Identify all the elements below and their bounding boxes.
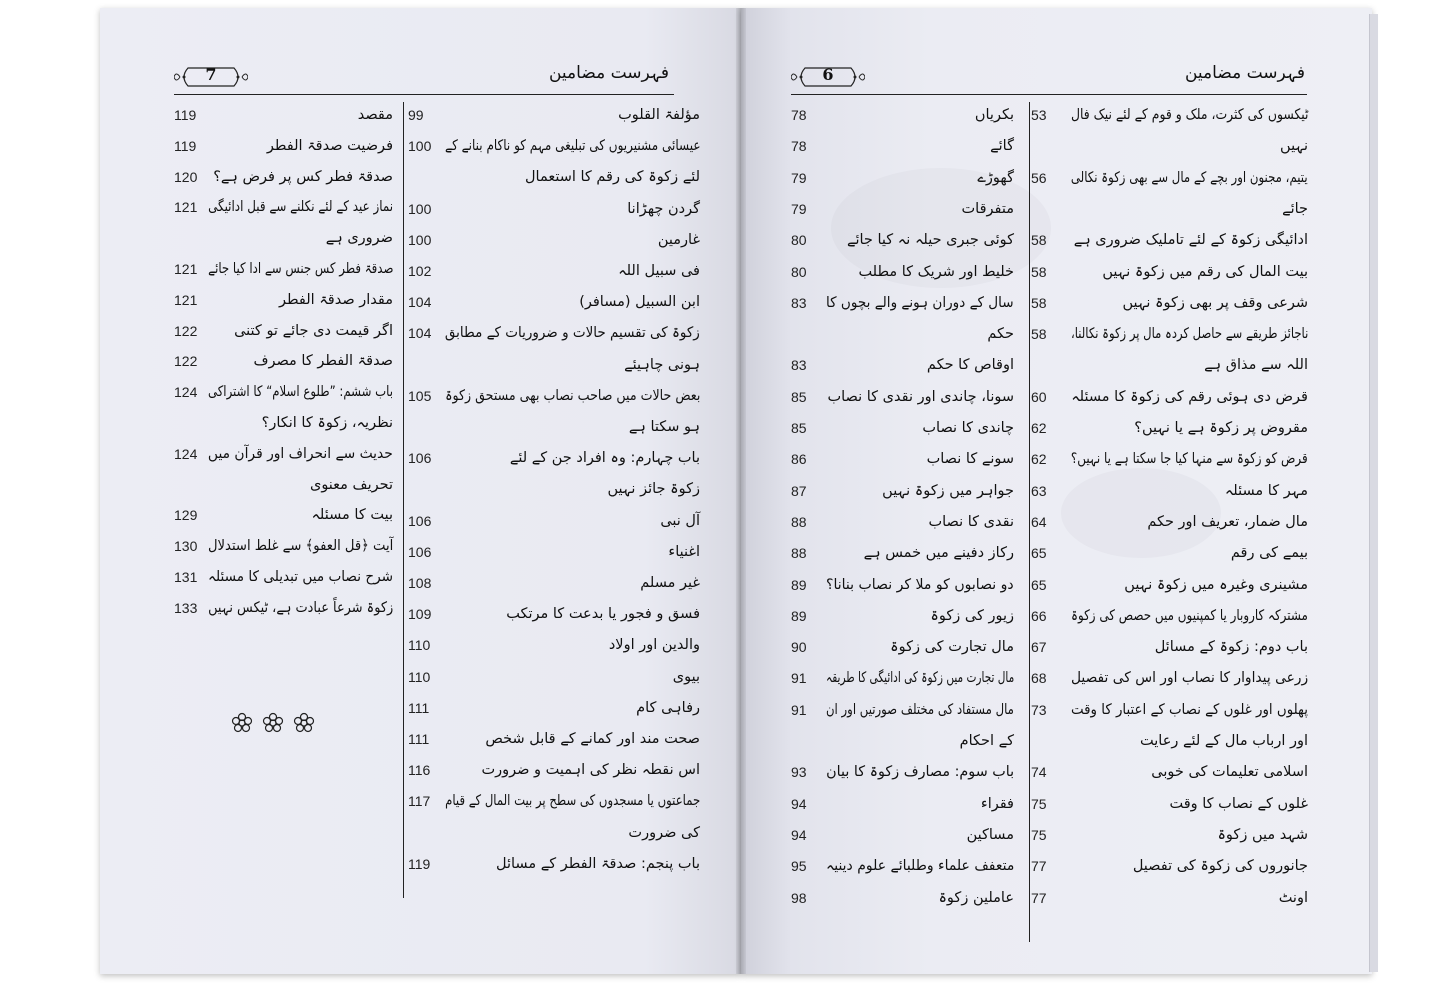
toc-entry [1071, 415, 1308, 445]
toc-page-number: 94 [791, 826, 807, 843]
toc-entry [208, 472, 393, 502]
toc-entry [826, 478, 1014, 508]
toc-page-number: 110 [408, 668, 431, 685]
toc-entry [826, 791, 1014, 821]
toc-entry-title: متعفف علماء وطلبائے علوم دینیہ [825, 858, 1014, 875]
toc-entry-title: باب چہارم: وہ افراد جن کے لئے [509, 450, 700, 467]
toc-entry-title: تحریف معنوی [309, 476, 393, 493]
toc-entry [826, 759, 1014, 789]
toc-entry [1071, 384, 1308, 414]
toc-entry-title: سونا، چاندی اور نقدی کا نصاب [827, 388, 1014, 405]
toc-entry-title: مؤلفۃ القلوب [618, 107, 700, 123]
toc-page-number: 130 [174, 538, 198, 555]
toc-entry-title: مال تجارت میں زکوۃ کی ادائیگی کا طریقہ [825, 670, 1014, 687]
toc-entry-title: کے احکام [959, 733, 1014, 749]
toc-page-number: 98 [791, 889, 807, 906]
toc-page-number: 74 [1031, 764, 1047, 781]
toc-page-number: 119 [408, 855, 431, 872]
page-number-ornament [791, 64, 865, 90]
toc-entry [445, 383, 700, 413]
toc-page-number: 66 [1031, 607, 1047, 624]
toc-entry [826, 822, 1014, 852]
toc-entry [208, 256, 393, 286]
toc-entry [1071, 133, 1308, 163]
toc-entry-title: صحت مند اور کمانے کے قابل شخص [485, 731, 700, 747]
toc-page-number: 53 [1031, 107, 1047, 123]
toc-page-number: 93 [791, 764, 807, 781]
toc-page-number: 122 [174, 322, 198, 339]
page-number: 6 [822, 65, 834, 84]
toc-entry [208, 379, 393, 409]
toc-page-number: 110 [408, 637, 431, 654]
toc-page-number: 91 [791, 670, 807, 687]
toc-entry-title: مقروض پر زکوۃ ہے یا نہیں؟ [1134, 420, 1308, 436]
toc-entry-title: جماعتوں یا مسجدوں کی سطح پر بیت المال کے قیام [445, 793, 700, 810]
toc-entry-title: زرعی پیداوار کا نصاب اور اس کی تفصیل [1070, 670, 1308, 687]
toc-page-number: 62 [1031, 451, 1047, 468]
toc-entry [826, 321, 1014, 351]
toc-entry [208, 348, 393, 378]
toc-entry-title: شہد میں زکوۃ [1217, 826, 1308, 843]
toc-entry-title: عاملین زکوۃ [938, 889, 1014, 906]
toc-page-number: 79 [791, 169, 807, 186]
toc-entry [208, 410, 393, 440]
toc-entry [208, 225, 393, 255]
toc-page-number: 79 [791, 200, 807, 217]
toc-page-number: 83 [791, 357, 807, 374]
page-number-ornament [174, 64, 248, 90]
toc-entry [208, 164, 393, 194]
page-title: فہرست مضامین [548, 63, 669, 83]
toc-page-number: 89 [791, 576, 807, 593]
toc-entry-title: غارمین [657, 231, 700, 248]
toc-entry-title: مال ضمار، تعریف اور حکم [1147, 513, 1308, 530]
toc-entry [445, 196, 700, 226]
toc-page-number: 100 [408, 231, 432, 248]
toc-entry [208, 133, 393, 163]
toc-entry [1071, 822, 1308, 852]
toc-page-number: 58 [1031, 326, 1047, 343]
toc-entry-title: باب ششم: ”طلوع اسلام“ کا اشتراکی [207, 384, 393, 401]
toc-entry-title: زکوۃ شرعاً عبادت ہے، ٹیکس نہیں [207, 599, 393, 616]
toc-page-number: 85 [791, 388, 807, 405]
toc-entry [208, 595, 393, 625]
toc-entry-title: بیمے کی رقم [1230, 545, 1308, 562]
toc-entry [1071, 634, 1308, 664]
toc-entry-title: بیوی [672, 668, 700, 685]
toc-entry [826, 572, 1014, 602]
column-divider [1029, 102, 1030, 942]
toc-page-number: 63 [1031, 482, 1047, 499]
toc-entry [1071, 603, 1308, 633]
toc-entry [445, 695, 700, 725]
toc-entry [445, 320, 700, 350]
toc-entry [445, 133, 700, 163]
toc-entry [208, 441, 393, 471]
toc-entry [826, 384, 1014, 414]
toc-entry [445, 820, 700, 850]
toc-entry [826, 290, 1014, 320]
toc-entry [1071, 227, 1308, 257]
toc-page-number: 58 [1031, 294, 1047, 311]
toc-entry-title: آل نبی [660, 512, 700, 529]
toc-page-number: 104 [408, 294, 432, 311]
left-page [100, 8, 741, 974]
toc-entry-title: مقصد [357, 107, 393, 123]
toc-entry [1071, 728, 1308, 758]
toc-page-number: 77 [1031, 858, 1047, 875]
toc-entry [826, 853, 1014, 883]
toc-entry-title: جواہر میں زکوۃ نہیں [882, 482, 1014, 499]
toc-page-number: 117 [408, 793, 431, 810]
toc-page-number: 77 [1031, 889, 1047, 906]
toc-entry-title: پھلوں اور غلوں کے نصاب کے اعتبار کا وقت [1071, 701, 1308, 718]
toc-page-number: 100 [408, 138, 432, 155]
toc-entry-title: صدقۃ الفطر کا مصرف [253, 353, 393, 370]
toc-entry-title: زکوۃ کی تقسیم حالات و ضروریات کے مطابق [445, 325, 700, 342]
toc-entry-title: مال تجارت کی زکوۃ [890, 639, 1014, 656]
toc-page-number: 65 [1031, 545, 1047, 562]
toc-entry [1071, 259, 1308, 289]
toc-page-number: 131 [174, 569, 198, 585]
toc-entry [1071, 791, 1308, 821]
toc-entry [826, 665, 1014, 695]
toc-entry [208, 102, 393, 132]
toc-page-number: 106 [408, 512, 432, 529]
toc-page-number: 104 [408, 325, 432, 342]
toc-page-number: 119 [174, 107, 197, 123]
toc-entry [1071, 290, 1308, 320]
toc-entry [826, 133, 1014, 163]
toc-entry [208, 318, 393, 348]
toc-entry [1071, 853, 1308, 883]
toc-entry-title: نہیں [1280, 138, 1308, 155]
toc-entry-title: بیت المال کی رقم میں زکوۃ نہیں [1102, 263, 1308, 280]
toc-entry-title: سونے کا نصاب [926, 451, 1014, 468]
toc-entry-title: یتیم، مجنون اور بچے کے مال سے بھی زکوۃ نکالی [1071, 169, 1308, 186]
toc-page-number: 111 [408, 699, 430, 716]
toc-page-number: 133 [174, 599, 198, 616]
toc-page-number: 95 [791, 858, 807, 875]
page-title: فہرست مضامین [1184, 63, 1305, 83]
toc-entry-title: نقدی کا نصاب [928, 513, 1014, 530]
toc-entry-title: اور ارباب مال کے لئے رعایت [1140, 733, 1308, 749]
toc-entry-title: قرض کو زکوۃ سے منہا کیا جا سکتا ہے یا نہیں؟ [1071, 451, 1308, 468]
toc-entry [1071, 196, 1308, 226]
toc-entry-title: ہو سکتا ہے [628, 419, 700, 435]
toc-entry [445, 227, 700, 257]
toc-entry-title: غلوں کے نصاب کا وقت [1169, 795, 1308, 812]
toc-entry-title: باب پنجم: صدقۃ الفطر کے مسائل [495, 855, 700, 872]
flower-ornament [228, 710, 318, 736]
toc-entry-title: بعض حالات میں صاحب نصاب بھی مستحق زکوۃ [444, 387, 700, 404]
toc-entry-title: اوقاص کا حکم [926, 357, 1014, 374]
toc-entry [445, 476, 700, 506]
toc-entry-title: جائے [1282, 200, 1308, 217]
toc-page-number: 75 [1031, 795, 1047, 812]
toc-entry-title: شرعی وقف پر بھی زکوۃ نہیں [1122, 294, 1308, 311]
open-book [100, 8, 1372, 976]
toc-entry [445, 788, 700, 818]
toc-page-number: 106 [408, 543, 432, 560]
right-page [741, 8, 1372, 974]
toc-entry [208, 564, 393, 594]
toc-entry-title: ہونی چاہیئے [624, 356, 700, 373]
toc-entry [445, 352, 700, 382]
toc-page-number: 78 [791, 107, 807, 123]
flowers-icon [228, 710, 318, 736]
left-page-header [100, 60, 741, 100]
toc-entry [208, 194, 393, 224]
toc-entry [826, 102, 1014, 132]
toc-entry [826, 446, 1014, 476]
toc-entry-title: باب سوم: مصارف زکوۃ کا بیان [825, 764, 1014, 781]
toc-entry [1071, 759, 1308, 789]
toc-entry-title: حدیث سے انحراف اور قرآن میں [208, 445, 393, 462]
toc-entry-title: ٹیکسوں کی کثرت، ملک و قوم کے لئے نیک فال [1070, 107, 1308, 123]
toc-page-number: 120 [174, 168, 198, 185]
toc-page-number: 121 [174, 261, 198, 277]
toc-entry-title: قرض دی ہوئی رقم کی زکوۃ کا مسئلہ [1071, 388, 1308, 405]
toc-page-number: 121 [174, 291, 198, 308]
toc-entry [208, 287, 393, 317]
toc-entry [1071, 352, 1308, 382]
toc-page-number: 90 [791, 639, 807, 656]
toc-entry-title: گھوڑے [977, 169, 1014, 186]
toc-page-number: 87 [791, 482, 807, 499]
toc-entry-title: شرح نصاب میں تبدیلی کا مسئلہ [207, 569, 393, 585]
toc-entry-title: باب دوم: زکوۃ کے مسائل [1154, 639, 1308, 656]
toc-page-number: 129 [174, 507, 198, 524]
toc-entry [826, 540, 1014, 570]
toc-entry [208, 502, 393, 532]
toc-entry [208, 533, 393, 563]
toc-entry-title: ناجائز طریقے سے حاصل کردہ مال پر زکوۃ نکالنا، [1070, 326, 1308, 343]
toc-entry [1071, 697, 1308, 727]
toc-entry-title: فرضیت صدقۃ الفطر [266, 137, 393, 154]
toc-page-number: 100 [408, 200, 432, 217]
toc-entry-title: غیر مسلم [640, 575, 700, 591]
toc-entry [445, 570, 700, 600]
toc-entry-title: رفاہی کام [636, 699, 700, 716]
toc-entry [445, 601, 700, 631]
toc-entry-title: کوئی جبری حیلہ نہ کیا جائے [846, 232, 1014, 249]
toc-entry-title: مساکین [966, 826, 1014, 843]
toc-entry-title: مشترکہ کاروبار یا کمپنیوں میں حصص کی زکوۃ [1071, 607, 1308, 624]
toc-entry [445, 664, 700, 694]
toc-entry [826, 697, 1014, 727]
toc-page-number: 109 [408, 606, 432, 623]
toc-entry-title: لئے زکوۃ کی رقم کا استعمال [524, 169, 700, 186]
toc-page-number: 73 [1031, 701, 1047, 718]
book-spine [736, 8, 746, 974]
toc-entry-title: اگر قیمت دی جائے تو کتنی [234, 322, 393, 339]
toc-entry-title: گردن چھڑانا [627, 200, 700, 217]
toc-entry-title: فقراء [980, 795, 1014, 812]
toc-page-number: 91 [791, 701, 807, 718]
toc-page-number: 68 [1031, 670, 1047, 687]
toc-entry-title: رکاز دفینے میں خمس ہے [863, 545, 1014, 562]
toc-entry-title: صدقۃ فطر کس جنس سے ادا کیا جائے [207, 261, 393, 277]
toc-entry-title: مال مستفاد کی مختلف صورتیں اور ان [826, 701, 1014, 718]
toc-entry-title: مہر کا مسئلہ [1224, 482, 1308, 499]
toc-page-number: 67 [1031, 639, 1047, 656]
toc-entry-title: مقدار صدقۃ الفطر [279, 291, 393, 308]
toc-entry-title: زکوۃ جائز نہیں [607, 481, 700, 498]
toc-entry-title: نماز عید کے لئے نکلنے سے قبل ادائیگی [207, 199, 393, 216]
toc-page-number: 124 [174, 445, 198, 462]
toc-page-number: 108 [408, 575, 432, 591]
toc-page-number: 86 [791, 451, 807, 468]
toc-entry-title: اسلامی تعلیمات کی خوبی [1151, 764, 1308, 781]
toc-entry [1071, 478, 1308, 508]
toc-entry-title: اللہ سے مذاق ہے [1204, 357, 1308, 374]
toc-page-number: 124 [174, 384, 198, 401]
toc-entry-title: نظریہ، زکوۃ کا انکار؟ [261, 415, 393, 431]
toc-entry-title: ابن السبیل (مسافر) [579, 294, 700, 311]
toc-entry [826, 165, 1014, 195]
toc-page-number: 58 [1031, 232, 1047, 249]
toc-entry [445, 164, 700, 194]
toc-entry [445, 102, 700, 132]
toc-page-number: 88 [791, 545, 807, 562]
toc-page-number: 102 [408, 263, 432, 279]
toc-page-number: 80 [791, 232, 807, 249]
toc-page-number: 94 [791, 795, 807, 812]
toc-entry-title: والدین اور اولاد [608, 637, 700, 654]
toc-page-number: 60 [1031, 388, 1047, 405]
toc-entry [1071, 446, 1308, 476]
header-rule [791, 94, 1307, 95]
toc-entry-title: متفرقات [961, 200, 1014, 217]
toc-page-number: 99 [408, 107, 424, 123]
toc-entry-title: اس نقطہ نظر کی اہمیت و ضرورت [481, 762, 700, 779]
toc-entry-title: اونٹ [1278, 889, 1308, 906]
toc-entry-title: بیت کا مسئلہ [311, 507, 393, 524]
toc-page-number: 80 [791, 263, 807, 280]
page-number: 7 [205, 65, 217, 84]
toc-entry-title: مشینری وغیرہ میں زکوۃ نہیں [1124, 576, 1308, 593]
toc-page-number: 106 [408, 450, 432, 467]
toc-page-number: 119 [174, 137, 197, 154]
toc-entry [826, 352, 1014, 382]
toc-entry [826, 415, 1014, 445]
toc-entry [445, 445, 700, 475]
toc-entry [445, 539, 700, 569]
toc-entry [1071, 165, 1308, 195]
toc-entry [445, 851, 700, 881]
toc-entry-title: ادائیگی زکوۃ کے لئے تاملیک ضروری ہے [1073, 232, 1308, 249]
toc-entry-title: گائے [990, 138, 1014, 155]
toc-page-number: 78 [791, 138, 807, 155]
toc-entry-title: آیت ﴿قل العفو﴾ سے غلط استدلال [207, 538, 393, 555]
toc-entry-title: عیسائی مشنیریوں کی تبلیغی مہم کو ناکام بنانے کے [444, 138, 700, 155]
toc-entry [826, 885, 1014, 915]
toc-entry [826, 227, 1014, 257]
toc-entry [445, 757, 700, 787]
toc-entry [445, 289, 700, 319]
toc-page-number: 65 [1031, 576, 1047, 593]
toc-entry-title: ضروری ہے [325, 230, 393, 247]
toc-page-number: 64 [1031, 513, 1047, 530]
toc-page-number: 62 [1031, 420, 1047, 436]
toc-entry [445, 632, 700, 662]
toc-entry-title: دو نصابوں کو ملا کر نصاب بنانا؟ [826, 576, 1014, 593]
toc-entry [1071, 572, 1308, 602]
toc-entry [826, 603, 1014, 633]
toc-entry-title: چاندی کا نصاب [922, 420, 1014, 436]
toc-page-number: 58 [1031, 263, 1047, 280]
toc-entry [1071, 885, 1308, 915]
toc-page-number: 75 [1031, 826, 1047, 843]
toc-entry-title: سال کے دوران ہونے والے بچوں کا [826, 294, 1014, 311]
toc-page-number: 56 [1031, 169, 1047, 186]
toc-entry [1071, 509, 1308, 539]
toc-entry [1071, 102, 1308, 132]
toc-entry-title: جانوروں کی زکوۃ کی تفصیل [1132, 858, 1308, 875]
toc-entry-title: حکم [987, 326, 1014, 343]
toc-entry [1071, 321, 1308, 351]
toc-page-number: 111 [408, 731, 430, 747]
toc-entry [1071, 665, 1308, 695]
page-edges [1369, 14, 1378, 972]
toc-entry-title: فسق و فجور یا بدعت کا مرتکب [506, 606, 700, 623]
toc-page-number: 121 [174, 199, 198, 216]
column-divider [403, 102, 404, 898]
toc-entry-title: خلیط اور شریک کا مطلب [858, 263, 1014, 280]
toc-entry [445, 508, 700, 538]
toc-page-number: 83 [791, 294, 807, 311]
toc-page-number: 85 [791, 420, 807, 436]
toc-entry-title: کی ضرورت [628, 824, 700, 841]
toc-entry [445, 258, 700, 288]
right-page-header [741, 60, 1372, 100]
toc-page-number: 105 [408, 387, 432, 404]
toc-entry [826, 259, 1014, 289]
toc-entry-title: اغنیاء [668, 543, 700, 560]
toc-entry-title: فی سبیل اللہ [618, 263, 700, 279]
header-rule [174, 94, 674, 95]
toc-entry [826, 634, 1014, 664]
toc-page-number: 116 [408, 762, 431, 779]
toc-page-number: 89 [791, 607, 807, 624]
toc-entry-title: زیور کی زکوۃ [930, 607, 1014, 624]
toc-entry-title: بکریاں [974, 107, 1014, 123]
toc-entry [826, 509, 1014, 539]
toc-entry [826, 728, 1014, 758]
toc-entry [1071, 540, 1308, 570]
toc-entry [445, 414, 700, 444]
toc-page-number: 122 [174, 353, 198, 370]
toc-entry-title: صدقۃ فطر کس پر فرض ہے؟ [213, 168, 393, 185]
toc-page-number: 88 [791, 513, 807, 530]
toc-entry [445, 726, 700, 756]
toc-entry [826, 196, 1014, 226]
